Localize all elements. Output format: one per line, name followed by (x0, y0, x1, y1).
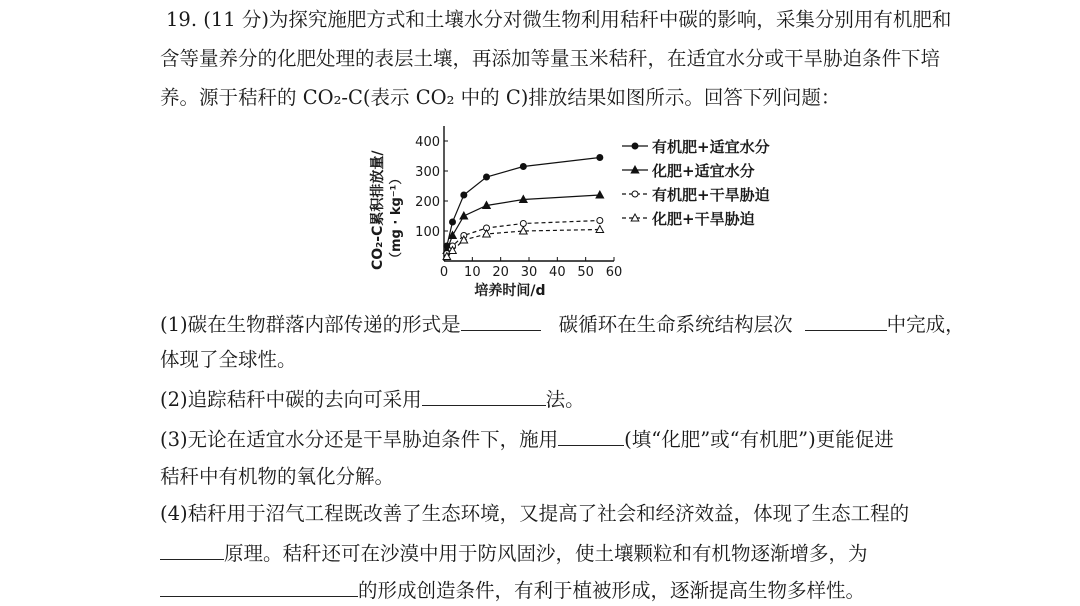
question-header: 19. (11 分)为探究施肥方式和土壤水分对微生物利用秸秆中碳的影响，采集分别用有机肥和 (166, 8, 952, 31)
q1-prompt-3: 中完成， (886, 313, 965, 336)
q1-blank-1[interactable] (461, 310, 541, 331)
q3-prompt-2: (填“化肥”或“有机肥”)更能促进 (624, 428, 894, 451)
data-point-open-circle (597, 218, 603, 224)
legend-label: 有机肥+适宜水分 (652, 138, 770, 156)
q2-prompt: (2)追踪秸秆中碳的去向可采用 (160, 388, 422, 411)
q2-prompt-2: 法。 (545, 388, 585, 411)
q4-prompt-3: 的形成创造条件，有利于植被形成，逐渐提高生物多样性。 (358, 579, 866, 602)
x-tick-label: 60 (605, 265, 623, 280)
x-tick-label: 0 (439, 265, 449, 280)
data-point-open-circle (520, 221, 526, 227)
data-point-filled-circle (461, 192, 467, 198)
q4-line3 (160, 576, 865, 605)
q1-line1 (160, 310, 965, 339)
q1-line2: 体现了全球性。 (160, 348, 297, 371)
data-point-open-triangle (483, 230, 491, 237)
q3-blank[interactable] (558, 425, 624, 446)
data-point-filled-triangle (596, 191, 604, 198)
x-axis-label: 培养时间/d (474, 283, 546, 299)
data-point-filled-circle (632, 143, 638, 149)
legend-entry-2 (622, 162, 755, 180)
series-1 (444, 155, 603, 262)
q4-blank-1[interactable] (160, 539, 224, 560)
q4-blank-2[interactable] (160, 576, 358, 597)
question-text-line2: 含等量养分的化肥处理的表层土壤，再添加等量玉米秸秆，在适宜水分或干旱胁迫条件下培 (160, 47, 941, 70)
q4-line2 (160, 539, 868, 568)
q3-line1 (160, 425, 894, 454)
q2-blank[interactable] (422, 385, 546, 406)
co2-line-chart (360, 120, 830, 300)
legend-entry-1 (622, 138, 770, 156)
q1-blank-2[interactable] (805, 310, 887, 331)
series-3 (444, 218, 603, 262)
legend-label: 化肥+适宜水分 (652, 162, 755, 180)
legend-label: 化肥+干旱胁迫 (652, 210, 755, 228)
y-axis-unit: （mg · kg⁻¹） (389, 171, 404, 265)
q3-line2: 秸秆中有机物的氧化分解。 (160, 465, 395, 488)
x-tick-label: 20 (492, 265, 509, 280)
legend-label: 有机肥+干旱胁迫 (652, 186, 770, 204)
series-line (444, 195, 600, 261)
data-point-filled-triangle (460, 212, 468, 219)
y-tick-label: 300 (415, 165, 440, 180)
x-tick-label: 10 (464, 265, 481, 280)
y-tick-label: 400 (415, 135, 440, 150)
x-tick-label: 40 (549, 265, 566, 280)
q1-prompt-2: 碳循环在生命系统结构层次 (558, 313, 793, 336)
y-tick-label: 200 (415, 195, 440, 210)
legend-entry-4 (622, 210, 755, 228)
q1-prompt: (1)碳在生物群落内部传递的形式是 (160, 313, 461, 336)
question-text-line3: 养。源于秸秆的 CO₂-C(表示 CO₂ 中的 C)排放结果如图所示。回答下列问题： (160, 86, 841, 109)
q4-line1: (4)秸秆用于沼气工程既改善了生态环境，又提高了社会和经济效益，体现了生态工程的 (160, 502, 910, 525)
data-point-filled-circle (520, 164, 526, 170)
x-tick-label: 50 (577, 265, 594, 280)
data-point-filled-circle (484, 174, 490, 180)
x-tick-label: 30 (520, 265, 538, 280)
co2-emission-figure (360, 120, 830, 304)
q4-prompt-2: 原理。秸秆还可在沙漠中用于防风固沙，使土壤颗粒和有机物逐渐增多，为 (224, 542, 868, 565)
y-tick-label: 100 (415, 225, 440, 240)
series-4 (443, 226, 604, 262)
legend-entry-3 (622, 186, 770, 204)
data-point-open-circle (632, 191, 638, 197)
data-point-filled-circle (450, 219, 456, 225)
data-point-filled-circle (597, 155, 603, 161)
series-line (444, 158, 600, 262)
q3-prompt: (3)无论在适宜水分还是干旱胁迫条件下，施用 (160, 428, 559, 451)
y-axis-label: CO₂-C累积排放量/ (370, 150, 386, 270)
q2-line (160, 385, 585, 414)
